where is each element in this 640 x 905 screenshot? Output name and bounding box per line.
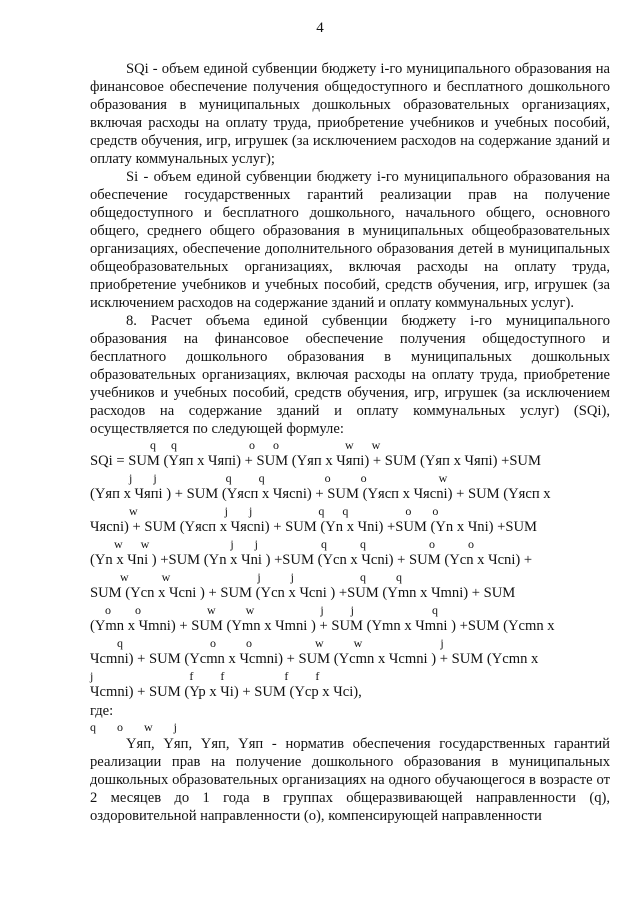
formula-line: SQi = SUM (Yяп x Чяпi) + SUM (Yяп x Чяпi) + SUM (Yяп x Чяпi) +SUM bbox=[90, 453, 541, 470]
paragraph-sqi-definition: SQi - объем единой субвенции бюджету i-го муниципального образования на финансовое обеспечение получения общедоступного и бесплатного дошкольного образования в муниципальных дошкольных образовательных организациях, включая расходы на оплату труда, приобретение учебников и учебных пособий, средств обучения, игр, игрушек (за исключением расходов на содержание зданий и оплату коммунальных услуг); bbox=[90, 61, 610, 167]
formula-superscripts: w w j j q q o o bbox=[90, 537, 474, 551]
paragraph-si-definition: Si - объем единой субвенции бюджету i-го муниципального образования на обеспечение государственных гарантий реализации прав на получение общедоступного и бесплатного дошкольного, начального общего, основного общего, среднего общего образования в муниципальных общеобразовательных организациях, обеспечение дополнительного образования детей в муниципальных общеобразовательных организациях, включая расходы на оплату труда, приобретение учебников и учебных пособий, средств обучения, игр, игрушек (за исключением расходов на содержание зданий и оплату коммунальных услуг). bbox=[90, 169, 610, 311]
formula-line: (Yяп x Чяпi ) + SUM (Yясп x Чясni) + SUM (Yясп x Чясni) + SUM (Yясп x bbox=[90, 486, 551, 503]
formula-line: Чясni) + SUM (Yясп x Чясni) + SUM (Yn x Чni) +SUM (Yn x Чni) +SUM bbox=[90, 519, 538, 536]
formula-superscripts: w w j j q q bbox=[90, 570, 402, 584]
document-body bbox=[90, 60, 610, 825]
formula-line: (Ymn x Чmni) + SUM (Ymn x Чmni ) + SUM (Ymn x Чmni ) +SUM (Ycmn x bbox=[90, 618, 555, 635]
formula-line: Чcmni) + SUM (Ycmn x Чcmni) + SUM (Ycmn x Чcmni ) + SUM (Ycmn x bbox=[90, 651, 539, 668]
where-label: где: bbox=[90, 703, 114, 719]
formula-line: (Yn x Чni ) +SUM (Yn x Чni ) +SUM (Ycn x Чcni) + SUM (Ycn x Чcni) + bbox=[90, 552, 533, 569]
page-number: 4 bbox=[316, 20, 324, 36]
formula-superscripts: w j j q q o o bbox=[90, 504, 439, 518]
formula-superscripts: j f f f f bbox=[90, 669, 320, 683]
formula-line: Чcmni) + SUM (Yp x Чi) + SUM (Ycp x Чci), bbox=[90, 684, 362, 701]
formula-line: SUM (Ycn x Чcni ) + SUM (Ycn x Чcni ) +SUM (Ymn x Чmni) + SUM bbox=[90, 585, 516, 602]
paragraph-item-8: 8. Расчет объема единой субвенции бюджету i-го муниципального образования на финансовое обеспечение получения общедоступного и бесплатного дошкольного образования в муниципальных дошкольных образовательных организациях, включая расходы на оплату труда, приобретение учебников и учебных пособий, средств обучения, игр, игрушек (за исключением расходов на содержание зданий и оплату коммунальных услуг) (SQi), осуществляется по следующей формуле: bbox=[90, 313, 610, 437]
norm-superscripts: q o w j bbox=[90, 720, 177, 734]
formula-superscripts: q o o w w j bbox=[90, 636, 444, 650]
formula-superscripts: o o w w j j q bbox=[90, 603, 438, 617]
formula-block bbox=[90, 438, 610, 702]
paragraph-norm-definition: Yяп, Yяп, Yяп, Yяп - норматив обеспечения государственных гарантий реализации прав на получение дошкольного образования в муниципальных дошкольных образовательных организациях на одного обучающегося в возрасте от 2 месяцев до 1 года в группах общеразвивающей направленности (q), оздоровительной направленности (о), компенсирующей направленности bbox=[90, 736, 610, 825]
formula-superscripts: j j q q o o w bbox=[90, 471, 448, 485]
formula-superscripts: q q o o w w bbox=[90, 438, 381, 452]
